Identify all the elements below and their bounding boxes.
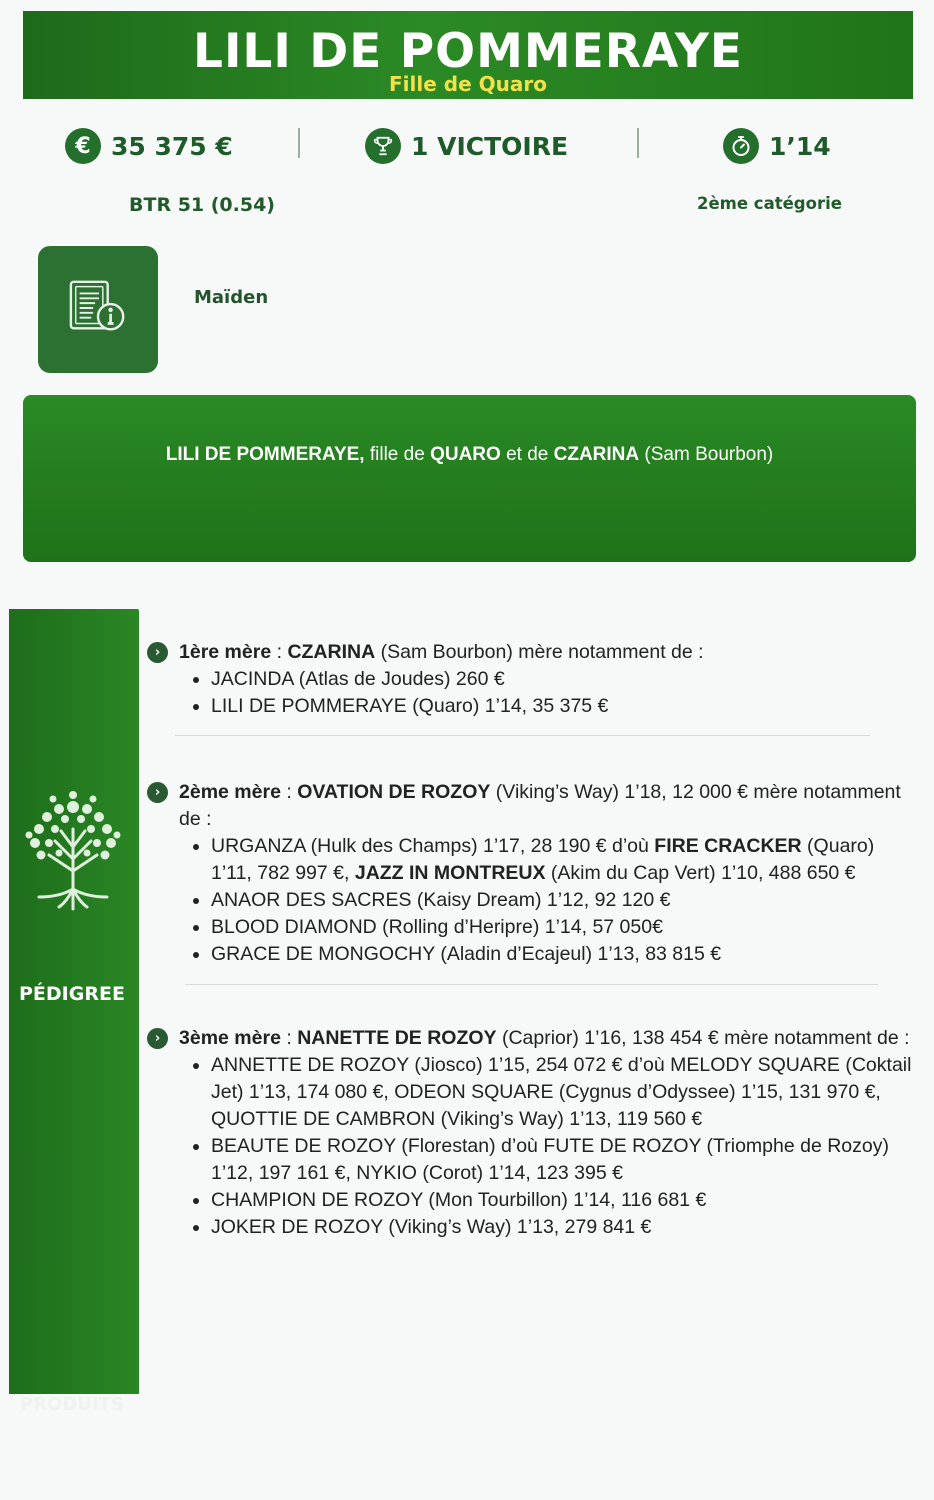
list-item: • JACINDA (Atlas de Joudes) 260 € — [211, 666, 916, 693]
second-dam-section — [146, 779, 916, 968]
list-item: • ANNETTE DE ROZOY (Jiosco) 1’15, 254 072 € d’où MELODY SQUARE (Coktail Jet) 1’13, 174 080 €, ODEON SQUARE (Cygnus d’Odyssee) 1’15, 131 970 €, QUOTTIE DE CAMBRON (Viking’s Way) 1’13, 119 560 € — [211, 1052, 916, 1133]
list-item: • BEAUTE DE ROZOY (Florestan) d’où FUTE DE ROZOY (Triomphe de Rozoy) 1’12, 197 161 €, NYKIO (Corot) 1’14, 123 395 € — [211, 1133, 916, 1187]
stopwatch-icon — [723, 128, 759, 164]
time-value: 1’14 — [769, 131, 831, 161]
victories-value: 1 VICTOIRE — [411, 131, 569, 161]
dam-name: OVATION DE ROZOY — [297, 781, 491, 803]
dam-name: NANETTE DE ROZOY — [297, 1027, 497, 1049]
horse-name: LILI DE POMMERAYE, — [165, 444, 365, 465]
parentage-line — [23, 444, 916, 466]
list-item: • JOKER DE ROZOY (Viking’s Way) 1’13, 279 841 € — [211, 1214, 916, 1241]
header-banner — [23, 11, 913, 99]
sire-name: QUARO — [430, 444, 501, 465]
time-stat — [723, 126, 831, 166]
status-label: Maïden — [194, 287, 269, 308]
third-dam-section — [146, 1025, 916, 1241]
first-dam-section — [146, 639, 916, 720]
dam-name: CZARINA — [553, 444, 640, 465]
dam-sep: : — [280, 781, 298, 803]
victories-stat — [365, 126, 568, 166]
document-info-icon — [67, 276, 129, 343]
btr-rating: BTR 51 (0.54) — [129, 194, 275, 216]
offspring-list — [146, 833, 916, 968]
earnings-stat — [65, 126, 233, 166]
third-dam-heading — [146, 1025, 916, 1052]
dam-details: (Caprior) 1’16, 138 454 € mère notamment de : — [496, 1027, 910, 1049]
dam-details: (Viking’s Way) 1’18, 12 000 € mère notamment de : — [179, 781, 901, 830]
info-card — [38, 246, 158, 373]
list-item: • CHAMPION DE ROZOY (Mon Tourbillon) 1’14, 116 681 € — [211, 1187, 916, 1214]
second-dam-heading — [146, 779, 916, 833]
section-divider — [175, 735, 870, 736]
offspring-list — [146, 666, 916, 720]
section-divider — [185, 984, 878, 985]
dam-sep: : — [271, 641, 288, 663]
chevron-right-icon: › — [147, 1028, 168, 1049]
dam-rank: 2ème mère — [179, 781, 281, 803]
category-label: 2ème catégorie — [697, 194, 842, 213]
dam-name: CZARINA — [287, 641, 376, 663]
dam-details: (Sam Bourbon) mère notamment de : — [375, 641, 704, 663]
dam-rank: 3ème mère — [179, 1027, 281, 1049]
banner-text: fille de — [364, 444, 431, 465]
earnings-value: 35 375 € — [111, 131, 233, 161]
list-item: • BLOOD DIAMOND (Rolling d’Heripre) 1’14, 57 050€ — [211, 914, 916, 941]
list-item: • ANAOR DES SACRES (Kaisy Dream) 1’12, 92 120 € — [211, 887, 916, 914]
banner-text: (Sam Bourbon) — [639, 444, 774, 465]
chevron-right-icon: › — [147, 642, 168, 663]
sidebar-ghost-label: PRODUITS — [20, 1394, 124, 1415]
list-item: • GRACE DE MONGOCHY (Aladin d’Ecajeul) 1’13, 83 815 € — [211, 941, 916, 968]
dam-rank: 1ère mère — [179, 641, 272, 663]
page-subtitle: Fille de Quaro — [389, 72, 547, 96]
list-item: • URGANZA (Hulk des Champs) 1’17, 28 190 € d’où FIRE CRACKER (Quaro) 1’11, 782 997 €, JAZZ IN MONTREUX (Akim du Cap Vert) 1’10, 488 650 € — [211, 833, 916, 887]
euro-icon: € — [65, 128, 101, 164]
page-title: LILI DE POMMERAYE — [193, 24, 743, 79]
offspring-list — [146, 1052, 916, 1241]
banner-text: et de — [500, 444, 554, 465]
pedigree-sidebar — [9, 609, 139, 1394]
parentage-banner — [23, 395, 916, 562]
dam-sep: : — [280, 1027, 298, 1049]
stat-divider — [298, 128, 300, 158]
chevron-right-icon: › — [147, 782, 168, 803]
first-dam-heading — [146, 639, 916, 666]
list-item: • LILI DE POMMERAYE (Quaro) 1’14, 35 375 € — [211, 693, 916, 720]
stat-divider — [637, 128, 639, 158]
trophy-icon — [365, 128, 401, 164]
sidebar-label: PÉDIGREE — [19, 983, 125, 1005]
tree-icon — [19, 789, 127, 919]
